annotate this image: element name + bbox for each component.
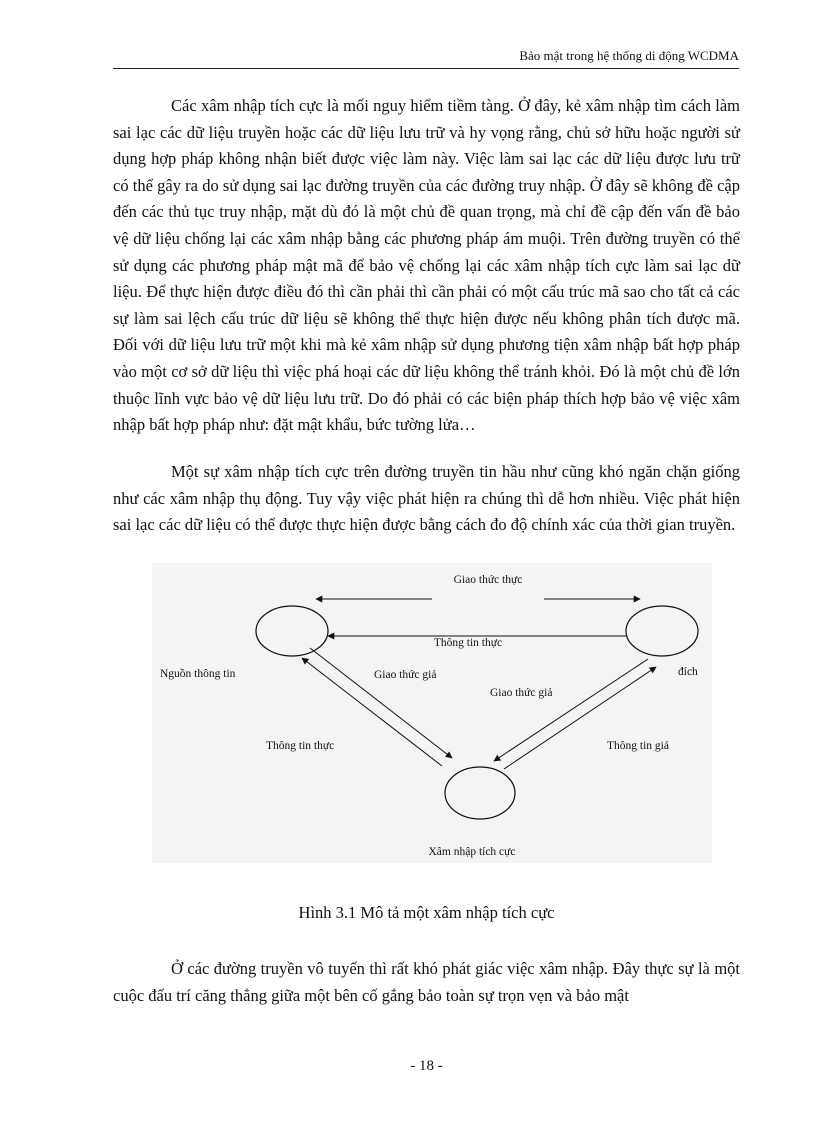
destination-node: [626, 606, 698, 656]
paragraph-active-intrusion: Các xâm nhập tích cực là mối nguy hiểm tiềm tàng. Ở đây, kẻ xâm nhập tìm cách làm sai lạc các dữ liệu truyền hoặc các dữ liệu lưu trữ và hy vọng rằng, chủ sở hữu hoặc người sử dụng hợp pháp không nhận biết được việc làm này. Việc làm sai lạc các dữ liệu được lưu trữ có thể gây ra do sử dụng sai lạc đường truyền của các đường truy nhập. Ở đây sẽ không đề cập đến các thủ tục truy nhập, mặt dù đó là một chủ đề quan trọng, mà chỉ đề cập đến vấn đề bảo vệ dữ liệu chống lại các xâm nhập bằng các phương pháp ám muội. Trên đường truyền có thể sử dụng các phương pháp mật mã để bảo vệ chống lại các xâm nhập tích cực làm sai lạc dữ liệu. Để thực hiện được điều đó thì cần phải thì cần phải có một cấu trúc mã sao cho tất cả các sự làm sai lệch cấu trúc dữ liệu sẽ không thể thực hiện được nếu không phân tích được mã. Đối với dữ liệu lưu trữ một khi mà kẻ xâm nhập sử dụng phương tiện xâm nhập bất hợp pháp vào một cơ sở dữ liệu thì việc phá hoại các dữ liệu không thể tránh khỏi. Đó là một chủ đề lớn thuộc lĩnh vực bảo vệ dữ liệu lưu trữ. Do đó phải có các biện pháp thích hợp bảo vệ việc xâm nhập bất hợp pháp như: đặt mật khẩu, bức tường lửa…: [113, 96, 740, 435]
label-intruder: Xâm nhập tích cực: [428, 846, 516, 858]
label-fake-protocol-right: Giao thức giả: [490, 687, 553, 699]
paragraph-wireless: Ở các đường truyền vô tuyến thì rất khó phát giác việc xâm nhập. Đây thực sự là một cuộc đấu trí căng thẳng giữa một bên cố gắng bảo toàn sự trọn vẹn và bảo mật: [113, 959, 740, 1005]
label-fake-protocol-left: Giao thức giả: [374, 669, 437, 681]
label-real-info-left: Thông tin thực: [266, 740, 335, 752]
figure-caption: Hình 3.1 Mô tả một xâm nhập tích cực: [298, 903, 555, 922]
fake-protocol-arrow-right: [504, 667, 656, 769]
paragraph-detection: Một sự xâm nhập tích cực trên đường truyền tin hầu như cũng khó ngăn chặn giống như các xâm nhập thụ động. Tuy vậy việc phát hiện ra chúng thì dễ hơn nhiều. Việc phát hiện sai lạc các dữ liệu có thể được thực hiện được bằng cách đo độ chính xác của thời gian truyền.: [113, 462, 740, 535]
label-source: Nguồn thông tin: [160, 668, 236, 680]
label-fake-info-right: Thông tin giả: [607, 740, 669, 752]
intruder-node: [445, 767, 515, 819]
running-header: Bảo mật trong hệ thống di động WCDMA: [113, 48, 739, 69]
source-node: [256, 606, 328, 656]
label-destination: đích: [678, 666, 698, 678]
label-real-info-top: Thông tin thực: [433, 637, 503, 649]
label-real-protocol: Giao thức thực: [453, 574, 523, 586]
page-number: - 18 -: [410, 1058, 443, 1074]
figure-active-intrusion-diagram: [152, 563, 712, 863]
